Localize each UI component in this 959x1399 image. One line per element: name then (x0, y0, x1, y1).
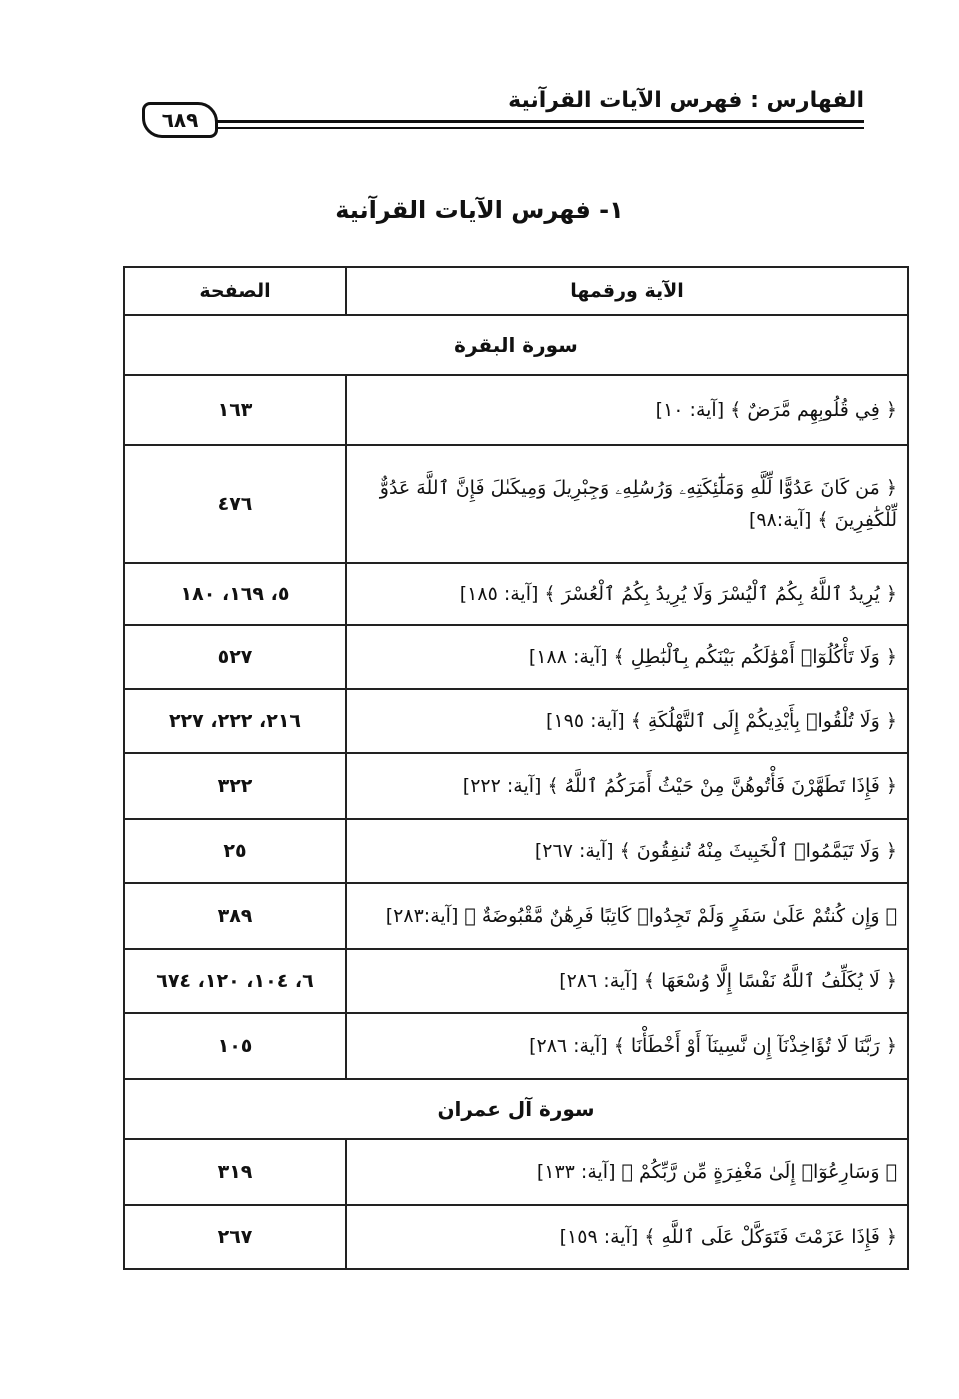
column-header-verse: الآية ورقمها (346, 267, 908, 315)
running-header-title: الفهارس : فهرس الآيات القرآنية (508, 88, 864, 113)
table-row (124, 445, 908, 563)
verse-cell: ﴿ رَبَّنَا لَا تُؤَاخِذْنَآ إِن نَّسِينَآ أَوْ أَخْطَأْنَا ﴾ [آية: ٢٨٦] (346, 1013, 908, 1079)
verse-cell: ﴿ وَلَا تَأْكُلُوٓا۟ أَمْوَٰلَكُم بَيْنَكُم بِٱلْبَٰطِلِ ﴾ [آية: ١٨٨] (346, 625, 908, 689)
page-cell: ٣٨٩ (124, 883, 346, 949)
page-cell: ٢٦٧ (124, 1205, 346, 1269)
table-row (124, 819, 908, 883)
page-cell: ٢٥ (124, 819, 346, 883)
verse-cell: ﴿ فَإِذَا عَزَمْتَ فَتَوَكَّلْ عَلَى ٱللَّهِ ﴾ [آية: ١٥٩] (346, 1205, 908, 1269)
table-row (124, 375, 908, 445)
page-cell: ٦، ١٠٤، ١٢٠، ٦٧٤ (124, 949, 346, 1013)
verse-cell: ﴿ يُرِيدُ ٱللَّهُ بِكُمُ ٱلْيُسْرَ وَلَا يُرِيدُ بِكُمُ ٱلْعُسْرَ ﴾ [آية: ١٨٥] (346, 563, 908, 625)
table-row (124, 1013, 908, 1079)
column-header-page: الصفحة (124, 267, 346, 315)
table-header-row (124, 267, 908, 315)
surah-name: سورة آل عمران (124, 1079, 908, 1139)
table-row (124, 689, 908, 753)
page-cell: ١٠٥ (124, 1013, 346, 1079)
page-cell: ٢١٦، ٢٢٢، ٢٢٧ (124, 689, 346, 753)
table-row (124, 949, 908, 1013)
header-rule-thick (212, 120, 864, 123)
surah-header-row (124, 1079, 908, 1139)
page-cell: ٣١٩ (124, 1139, 346, 1205)
table-row (124, 883, 908, 949)
table-row (124, 563, 908, 625)
page-cell: ٤٧٦ (124, 445, 346, 563)
verses-index-table (123, 266, 909, 1270)
index-title: ١- فهرس الآيات القرآنية (335, 196, 624, 224)
table-row (124, 1205, 908, 1269)
verse-cell: ﴿ مَن كَانَ عَدُوًّا لِّلَّهِ وَمَلَٰٓئِكَتِهِۦ وَرُسُلِهِۦ وَجِبْرِيلَ وَمِيكَىٰلَ فَإِنَّ ٱللَّهَ عَدُوٌّ لِّلْكَٰفِرِينَ ﴾ [آية:٩٨] (346, 445, 908, 563)
page-cell: ٣٢٢ (124, 753, 346, 819)
table-row (124, 1139, 908, 1205)
page-number-badge: ٦٨٩ (142, 102, 218, 138)
verse-cell: ﴿ وَلَا تَيَمَّمُوا۟ ٱلْخَبِيثَ مِنْهُ تُنفِقُونَ ﴾ [آية: ٢٦٧] (346, 819, 908, 883)
header-rule-thin (212, 127, 864, 129)
verse-cell: ﴿ فِي قُلُوبِهِم مَّرَضٌ ﴾ [آية: ١٠] (346, 375, 908, 445)
surah-name: سورة البقرة (124, 315, 908, 375)
running-header (142, 82, 864, 142)
page-cell: ٥، ١٦٩، ١٨٠ (124, 563, 346, 625)
table-row (124, 625, 908, 689)
table-row (124, 753, 908, 819)
verse-cell: ﴿ فَإِذَا تَطَهَّرْنَ فَأْتُوهُنَّ مِنْ حَيْثُ أَمَرَكُمُ ٱللَّهُ ﴾ [آية: ٢٢٢] (346, 753, 908, 819)
verse-cell: ﴿ وَإِن كُنتُمْ عَلَىٰ سَفَرٍ وَلَمْ تَجِدُوا۟ كَاتِبًا فَرِهَٰنٌ مَّقْبُوضَةٌ ﴾ [آية:٢٨٣] (346, 883, 908, 949)
page-cell: ٥٢٧ (124, 625, 346, 689)
table-body (124, 315, 908, 1269)
surah-header-row (124, 315, 908, 375)
page-cell: ١٦٣ (124, 375, 346, 445)
verse-cell: ﴿ لَا يُكَلِّفُ ٱللَّهُ نَفْسًا إِلَّا وُسْعَهَا ﴾ [آية: ٢٨٦] (346, 949, 908, 1013)
verse-cell: ﴿ وَلَا تُلْقُوا۟ بِأَيْدِيكُمْ إِلَى ٱلتَّهْلُكَةِ ﴾ [آية: ١٩٥] (346, 689, 908, 753)
verse-cell: ﴿ وَسَارِعُوٓا۟ إِلَىٰ مَغْفِرَةٍ مِّن رَّبِّكُمْ ﴾ [آية: ١٣٣] (346, 1139, 908, 1205)
